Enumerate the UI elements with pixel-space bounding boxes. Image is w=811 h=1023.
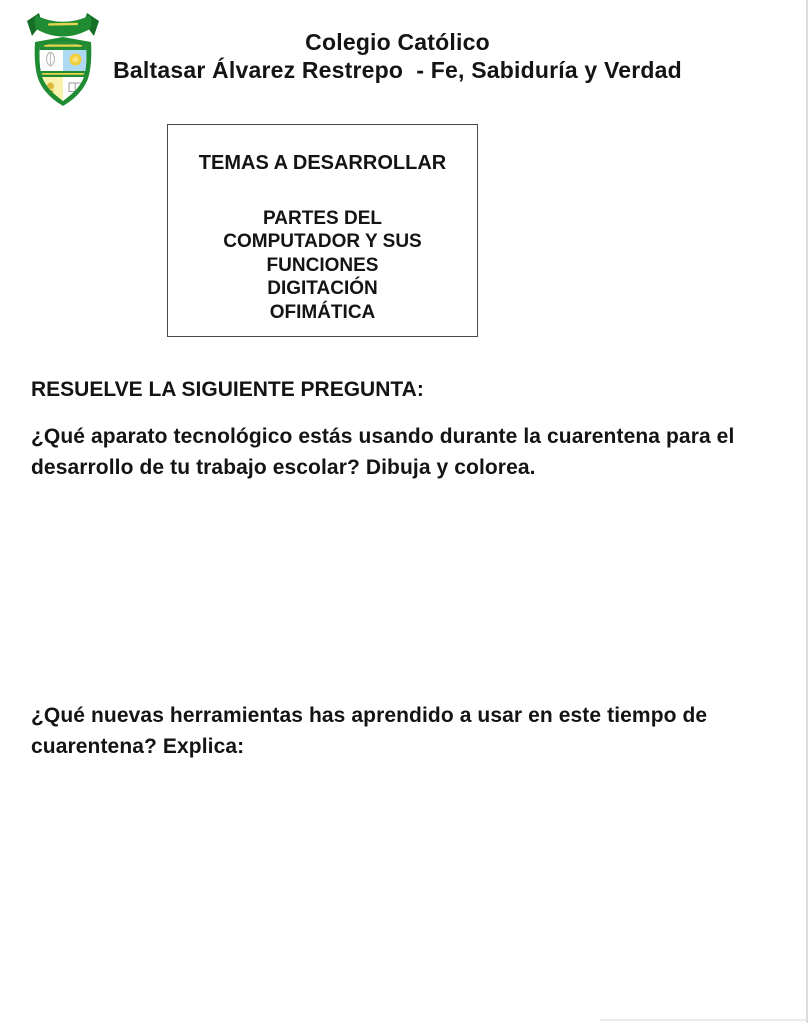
school-subtitle-motto: Baltasar Álvarez Restrepo - Fe, Sabiduría y Verdad [113, 56, 682, 83]
question-1 [31, 422, 781, 483]
instruction-heading: RESUELVE LA SIGUIENTE PREGUNTA: [31, 378, 424, 401]
page-edge-bottom [600, 1019, 806, 1021]
question-2-line: cuarentena? Explica: [31, 734, 245, 758]
topic-line: FUNCIONES [266, 254, 379, 276]
topics-box [167, 124, 478, 337]
question-2-line: ¿Qué nuevas herramientas has aprendido a usar en este tiempo de [31, 704, 708, 727]
question-1-line: ¿Qué aparato tecnológico estás usando durante la cuarentena para el [31, 425, 735, 448]
school-header [20, 29, 775, 84]
school-name: Colegio Católico [305, 29, 490, 55]
topic-line: DIGITACIÓN [267, 278, 378, 299]
page-edge-right [806, 0, 808, 1023]
topics-box-title: TEMAS A DESARROLLAR [198, 152, 447, 174]
drawing-area [0, 480, 811, 695]
question-2 [31, 701, 781, 762]
topic-line: PARTES DEL [263, 207, 382, 229]
topic-line: OFIMÁTICA [269, 301, 376, 323]
question-1-line: desarrollo de tu trabajo escolar? Dibuja y colorea. [31, 455, 536, 479]
topic-line: COMPUTADOR Y SUS [223, 231, 422, 252]
